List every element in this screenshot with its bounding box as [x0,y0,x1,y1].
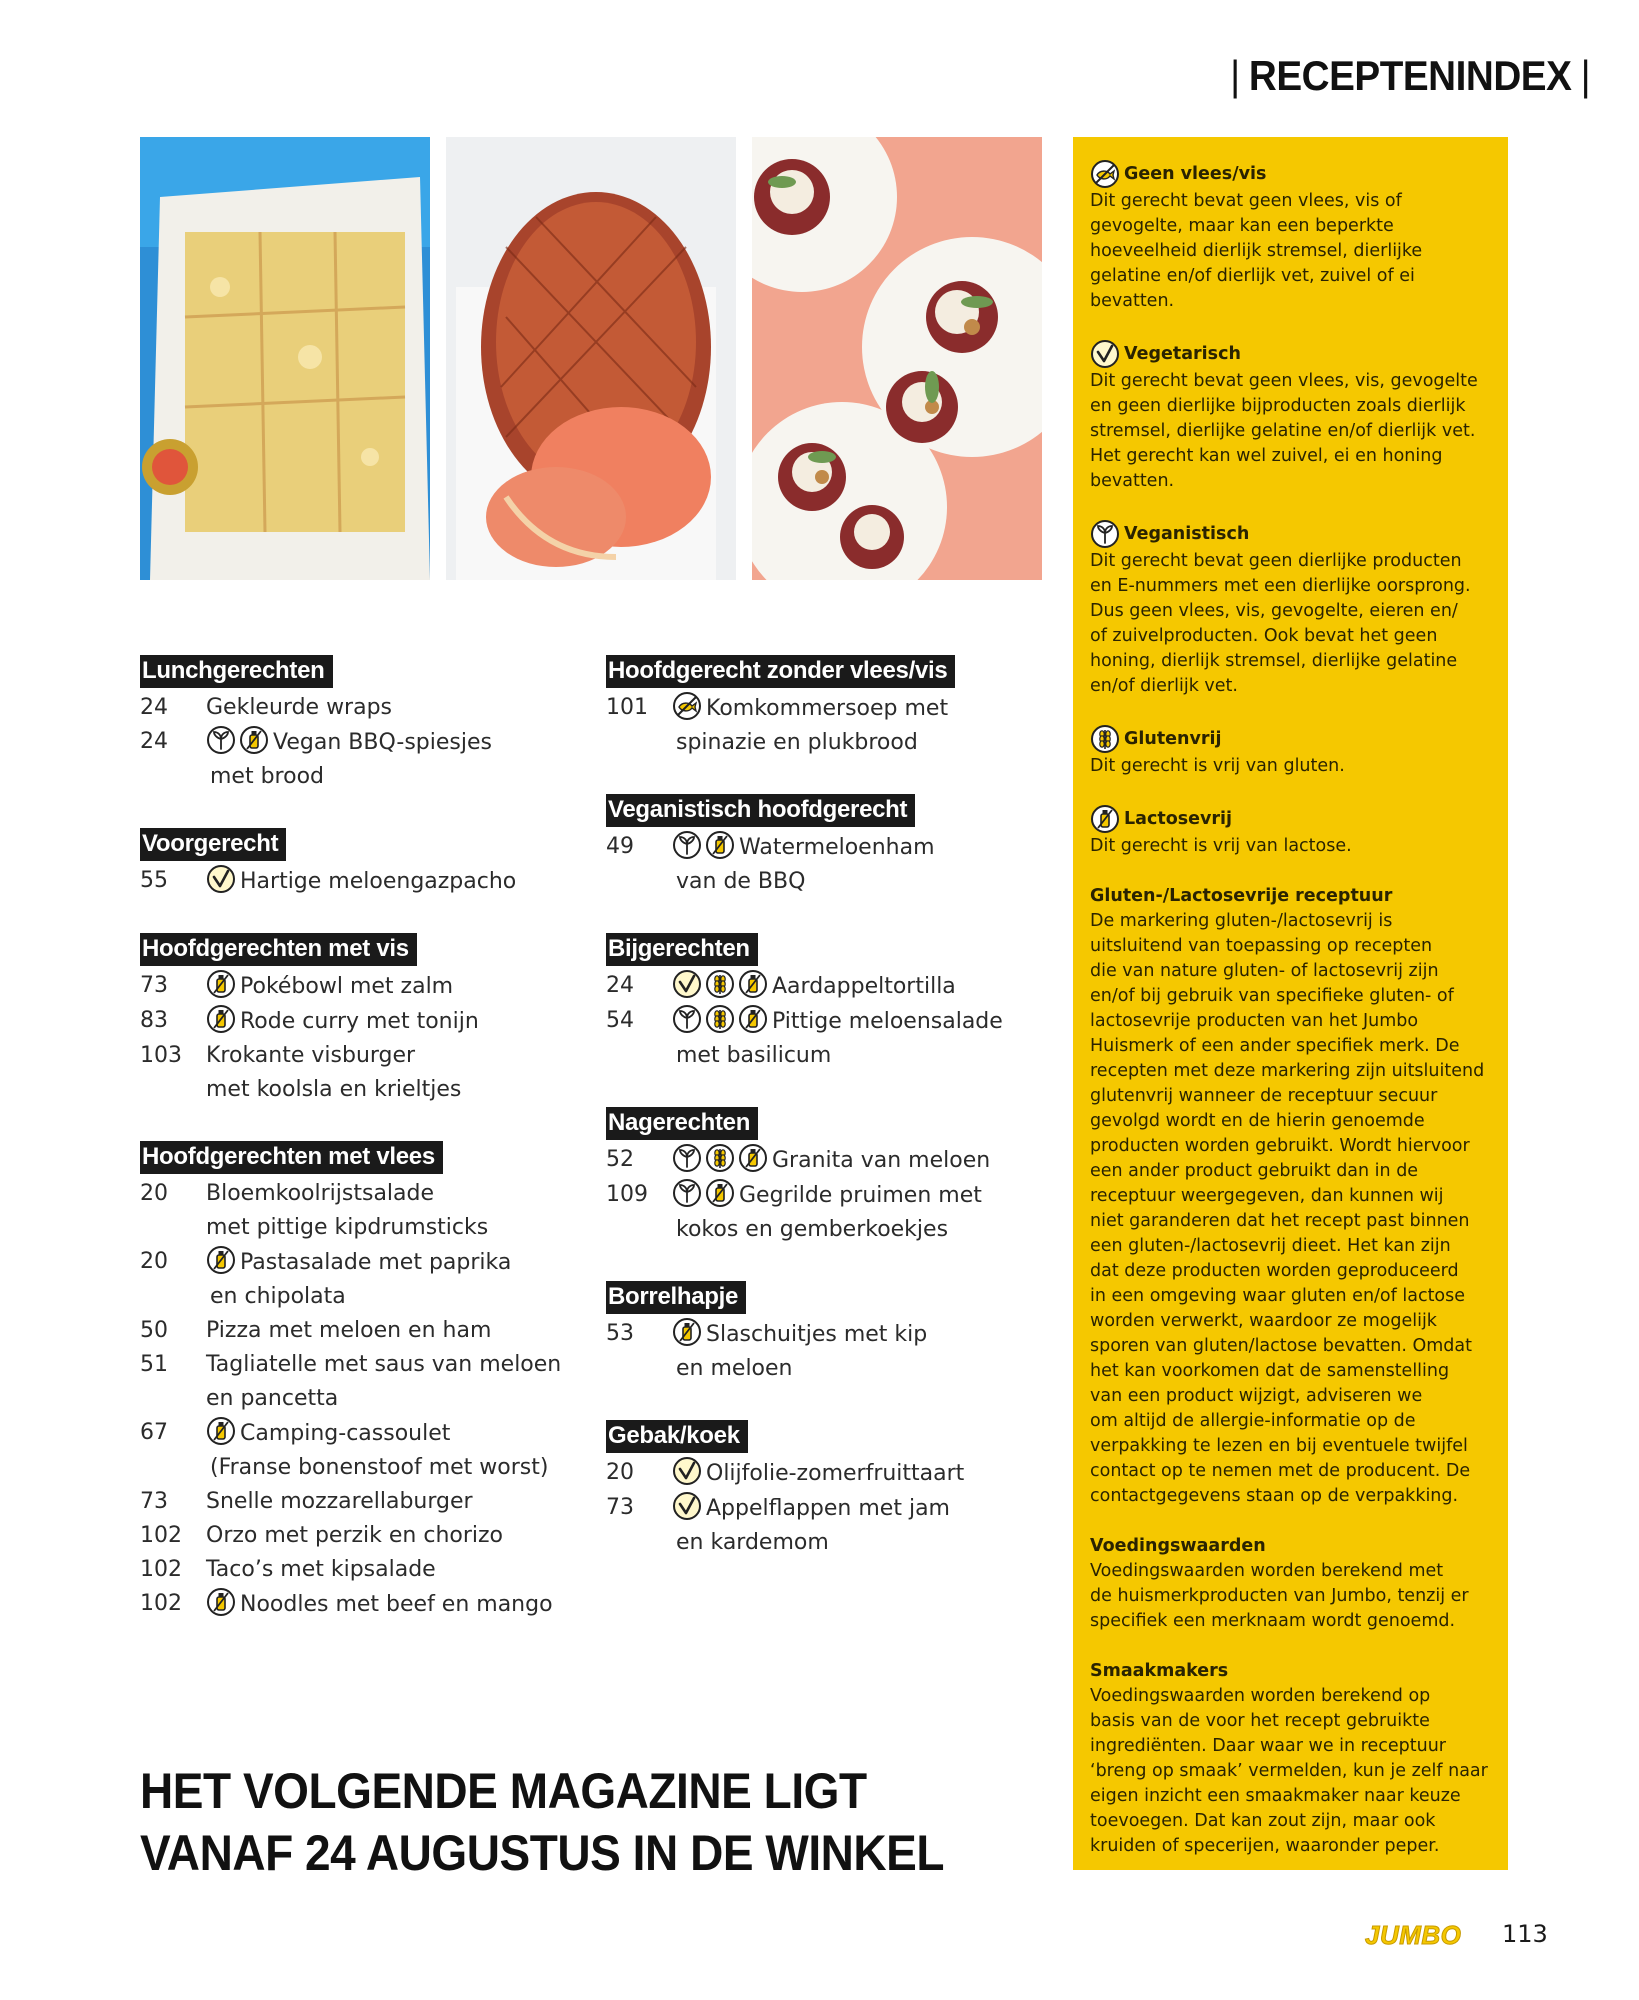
recipe-title-continued: en kardemom [676,1530,829,1555]
legend-text: het kan voorkomen dat de samenstelling [1090,1361,1450,1381]
legend-item [1090,724,1494,779]
legend-text: en/of bij gebruik van specifieke gluten- of [1090,986,1454,1006]
recipe-page-number: 51 [140,1352,168,1377]
legend-text: sporen van gluten/lactose bevatten. Omdat [1090,1336,1472,1356]
legend-text: Het gerecht kan wel zuivel, ei en honing [1090,446,1443,466]
legend-text: Dit gerecht is vrij van lactose. [1090,836,1352,856]
recipe-page-number: 102 [140,1523,182,1548]
legend-text: hoeveelheid dierlijk stremsel, dierlijke [1090,241,1423,261]
index-section [140,828,580,899]
recipe-title-continued: met pittige kipdrumsticks [206,1215,489,1240]
legend-text: toevoegen. Dat kan zout zijn, maar ook [1090,1811,1436,1831]
recipe-page-number: 53 [606,1321,634,1346]
lactose-free-icon [1090,804,1120,834]
jumbo-logo: JUMBO [1365,1920,1462,1950]
recipe-page-number: 20 [140,1181,168,1206]
recipe-entry [140,1177,580,1245]
recipe-title-continued: spinazie en plukbrood [676,730,918,755]
recipe-title: Taco’s met kipsalade [206,1557,436,1582]
lactose-free-icon [672,1317,702,1347]
lactose-free-icon [206,1416,236,1446]
gluten-free-icon [1090,724,1120,754]
legend-text: glutenvrij wanneer de receptuur secuur [1090,1086,1438,1106]
recipe-entry [140,1519,580,1553]
recipe-entry [606,1004,1046,1073]
legend-text: en geen dierlijke bijproducten zoals dierlijk [1090,396,1466,416]
index-section [140,1141,580,1622]
legend-title: Voedingswaarden [1090,1536,1266,1556]
recipe-title: Watermeloenham [672,830,1046,865]
legend-text: de huismerkproducten van Jumbo, tenzij er [1090,1586,1469,1606]
recipe-entry [140,1348,580,1416]
recipe-page-number: 54 [606,1008,634,1033]
page-number: 113 [1502,1920,1548,1948]
recipe-title: Camping-cassoulet [206,1416,580,1451]
recipe-title-continued: met koolsla en krieltjes [206,1077,462,1102]
page-header: | RECEPTENINDEX | [1229,52,1590,99]
recipe-entry [140,1553,580,1587]
recipe-page-number: 24 [140,729,168,754]
recipe-page-number: 73 [606,1495,634,1520]
recipe-index-left [140,655,580,1656]
recipe-title-continued: en chipolata [210,1284,346,1309]
legend-text: eigen inzicht een smaakmaker naar keuze [1090,1786,1461,1806]
gluten-free-icon [705,1143,735,1173]
recipe-title: Granita van meloen [672,1143,1046,1178]
recipe-page-number: 24 [606,973,634,998]
diet-icons [672,1491,702,1521]
recipe-title: Komkommersoep met [672,691,1046,726]
diet-icons [672,691,702,721]
recipe-entry [140,1416,580,1485]
index-section [606,655,1046,760]
recipe-title: Slaschuitjes met kip [672,1317,1046,1352]
legend-text: en/of dierlijk vet. [1090,676,1238,696]
legend-item [1090,1659,1494,1859]
legend-text: specifiek een merknaam wordt genoemd. [1090,1611,1456,1631]
diet-icons [206,1416,236,1446]
legend-item [1090,884,1494,1509]
recipe-title: Pokébowl met zalm [206,969,580,1004]
recipe-index-middle [606,655,1046,1594]
recipe-title: Orzo met perzik en chorizo [206,1523,504,1548]
diet-icons [206,725,269,755]
legend-text: Dus geen vlees, vis, gevogelte, eieren en/ [1090,601,1458,621]
recipe-title-continued: kokos en gemberkoekjes [676,1217,949,1242]
legend-item [1090,159,1494,314]
recipe-title: Appelflappen met jam [672,1491,1046,1526]
legend-text: Voedingswaarden worden berekend op [1090,1686,1431,1706]
recipe-entry [606,1491,1046,1560]
legend-text: stremsel, dierlijke gelatine en/of dierlijk vet. [1090,421,1476,441]
gluten-free-icon [705,969,735,999]
photo-watermelon-ham [446,137,736,580]
legend-text: ingrediënten. Daar waar we in receptuur [1090,1736,1446,1756]
recipe-page-number: 20 [606,1460,634,1485]
legend-text: basis van de voor het recept gebruikte [1090,1711,1430,1731]
recipe-entry [140,864,580,899]
diet-icons [672,1178,735,1208]
legend-text: lactosevrije producten van het Jumbo [1090,1011,1419,1031]
next-issue-line-1: HET VOLGENDE MAGAZINE LIGT [140,1763,867,1819]
recipe-title-continued: van de BBQ [676,869,806,894]
legend-text: dat deze producten worden geproduceerd [1090,1261,1459,1281]
recipe-page-number: 50 [140,1318,168,1343]
vegetarian-icon [672,1456,702,1486]
legend-item [1090,519,1494,699]
recipe-title: Vegan BBQ-spiesjes [206,725,580,760]
legend-text: om altijd de allergie-informatie op de [1090,1411,1416,1431]
legend-text: gevolgd wordt en de hierin genoemde [1090,1111,1425,1131]
vegetarian-icon [672,969,702,999]
vegetarian-icon [672,1491,702,1521]
recipe-title-continued: en pancetta [206,1386,339,1411]
lactose-free-icon [738,969,768,999]
recipe-entry [140,1587,580,1622]
recipe-title: Pittige meloensalade [672,1004,1046,1039]
section-title: Nagerechten [606,1107,758,1140]
legend-title: Geen vlees/vis [1090,159,1494,189]
legend-text: uitsluitend van toepassing op recepten [1090,936,1433,956]
legend-text: contactgegevens staan op de verpakking. [1090,1486,1459,1506]
diet-icons [672,969,768,999]
recipe-page-number: 73 [140,1489,168,1514]
diet-icons [672,1004,768,1034]
recipe-title: Noodles met beef en mango [206,1587,580,1622]
recipe-title: Krokante visburger [206,1043,416,1068]
legend-text: Voedingswaarden worden berekend met [1090,1561,1444,1581]
recipe-entry [606,1143,1046,1178]
legend-text: ‘breng op smaak’ vermelden, kun je zelf naar [1090,1761,1488,1781]
legend-title: Glutenvrij [1090,724,1494,754]
recipe-page-number: 52 [606,1147,634,1172]
recipe-title-continued: en meloen [676,1356,793,1381]
index-section [606,1420,1046,1560]
legend-text: worden verwerkt, waardoor ze mogelijk [1090,1311,1437,1331]
diet-icons [672,1143,768,1173]
legend-text: en E-nummers met een dierlijke oorsprong. [1090,576,1471,596]
recipe-entry [606,1178,1046,1247]
legend-text: receptuur weergegeven, dan kunnen wij [1090,1186,1444,1206]
lactose-free-icon [206,1587,236,1617]
legend-title: Vegetarisch [1090,339,1494,369]
vegan-icon [672,1004,702,1034]
legend-text: van een product wijzigt, adviseren we [1090,1386,1423,1406]
section-title: Borrelhapje [606,1281,746,1314]
photo-tortilla [140,137,430,580]
legend-text: verpakking te lezen en bij eventuele twijfel [1090,1436,1468,1456]
legend-item [1090,339,1494,494]
legend-text: een ander product gebruikt dan in de [1090,1161,1419,1181]
legend-text: een gluten-/lactosevrij dieet. Het kan zijn [1090,1236,1451,1256]
recipe-page-number: 83 [140,1008,168,1033]
lactose-free-icon [705,1178,735,1208]
legend-text: bevatten. [1090,471,1175,491]
recipe-entry [606,830,1046,899]
legend-text: gevogelte, maar kan een beperkte [1090,216,1394,236]
legend-text: gelatine en/of dierlijk vet, zuivel of ei [1090,266,1415,286]
legend-text: Dit gerecht bevat geen vlees, vis of [1090,191,1402,211]
recipe-entry [140,1039,580,1107]
recipe-title: Olijfolie-zomerfruittaart [672,1456,1046,1491]
next-issue-line-2: VANAF 24 AUGUSTUS IN DE WINKEL [140,1825,945,1881]
legend-title: Lactosevrij [1090,804,1494,834]
recipe-page-number: 20 [140,1249,168,1274]
recipe-page-number: 55 [140,868,168,893]
diet-icons [206,1245,236,1275]
recipe-page-number: 73 [140,973,168,998]
vegan-icon [206,725,236,755]
lactose-free-icon [206,969,236,999]
index-section [140,933,580,1107]
section-title: Bijgerechten [606,933,758,966]
section-title: Hoofdgerechten met vis [140,933,417,966]
recipe-page-number: 67 [140,1420,168,1445]
recipe-title: Rode curry met tonijn [206,1004,580,1039]
recipe-title: Pizza met meloen en ham [206,1318,492,1343]
recipe-entry [140,1245,580,1314]
diet-icons [206,969,236,999]
vegan-icon [672,1143,702,1173]
lactose-free-icon [206,1245,236,1275]
index-section [606,933,1046,1073]
next-issue-notice [140,1760,944,1884]
recipe-page-number: 24 [140,695,168,720]
legend-title: Gluten-/Lactosevrije receptuur [1090,886,1393,906]
legend-text: contact op te nemen met de producent. De [1090,1461,1471,1481]
recipe-page-number: 49 [606,834,634,859]
legend-text: of zuivelproducten. Ook bevat het geen [1090,626,1438,646]
recipe-entry [140,725,580,794]
recipe-page-number: 101 [606,695,648,720]
recipe-page-number: 102 [140,1591,182,1616]
legend-text: recepten met deze markering zijn uitsluitend [1090,1061,1485,1081]
vegan-icon [672,830,702,860]
legend-text: bevatten. [1090,291,1175,311]
legend-item [1090,804,1494,859]
recipe-page-number: 103 [140,1043,182,1068]
section-title: Lunchgerechten [140,655,333,688]
recipe-title: Hartige meloengazpacho [206,864,580,899]
section-title: Veganistisch hoofdgerecht [606,794,915,827]
recipe-page-number: 109 [606,1182,648,1207]
legend-text: Dit gerecht bevat geen dierlijke producten [1090,551,1462,571]
recipe-title: Gegrilde pruimen met [672,1178,1046,1213]
index-section [606,1107,1046,1247]
recipe-entry [140,691,580,725]
diet-icons [672,1456,702,1486]
recipe-entry [606,1456,1046,1491]
section-title: Hoofdgerecht zonder vlees/vis [606,655,955,688]
index-section [606,794,1046,899]
page-title: RECEPTENINDEX [1248,52,1572,99]
index-section [140,655,580,794]
vegan-icon [672,1178,702,1208]
no-meat-fish-icon [672,691,702,721]
vegan-icon [1090,519,1120,549]
recipe-title: Gekleurde wraps [206,695,393,720]
section-title: Hoofdgerechten met vlees [140,1141,443,1174]
photo-grilled-plums [752,137,1042,580]
diet-icons [672,830,735,860]
recipe-title: Pastasalade met paprika [206,1245,580,1280]
lactose-free-icon [206,1004,236,1034]
index-section [606,1281,1046,1386]
diet-icons [206,864,236,894]
legend-text: producten worden gebruikt. Wordt hiervoor [1090,1136,1470,1156]
diet-icons [206,1587,236,1617]
gluten-free-icon [705,1004,735,1034]
legend-text: honing, dierlijk stremsel, dierlijke gelatine [1090,651,1458,671]
recipe-entry [140,1004,580,1039]
section-title: Gebak/koek [606,1420,748,1453]
legend-text: niet garanderen dat het recept past binnen [1090,1211,1470,1231]
vegetarian-icon [1090,339,1120,369]
lactose-free-icon [705,830,735,860]
recipe-title: Bloemkoolrijstsalade [206,1181,435,1206]
legend-text: Dit gerecht is vrij van gluten. [1090,756,1345,776]
recipe-title-continued: met brood [210,764,324,789]
vegetarian-icon [206,864,236,894]
lactose-free-icon [738,1004,768,1034]
legend-text: die van nature gluten- of lactosevrij zijn [1090,961,1439,981]
recipe-entry [140,1485,580,1519]
lactose-free-icon [738,1143,768,1173]
recipe-title: Tagliatelle met saus van meloen [206,1352,562,1377]
legend-title: Veganistisch [1090,519,1494,549]
legend-text: kruiden of specerijen, waaronder peper. [1090,1836,1440,1856]
legend-panel [1073,137,1508,1870]
recipe-title-continued: (Franse bonenstoof met worst) [210,1455,549,1480]
section-title: Voorgerecht [140,828,286,861]
recipe-entry [140,969,580,1004]
recipe-entry [606,691,1046,760]
legend-text: De markering gluten-/lactosevrij is [1090,911,1393,931]
recipe-page-number: 102 [140,1557,182,1582]
legend-text: Dit gerecht bevat geen vlees, vis, gevogelte [1090,371,1478,391]
recipe-entry [140,1314,580,1348]
legend-item [1090,1534,1494,1634]
diet-icons [672,1317,702,1347]
lactose-free-icon [239,725,269,755]
diet-icons [206,1004,236,1034]
no-meat-fish-icon [1090,159,1120,189]
recipe-title: Snelle mozzarellaburger [206,1489,473,1514]
recipe-entry [606,969,1046,1004]
legend-text: Huismerk of een ander specifiek merk. De [1090,1036,1460,1056]
legend-title: Smaakmakers [1090,1661,1229,1681]
legend-text: in een omgeving waar gluten en/of lactose [1090,1286,1466,1306]
recipe-title: Aardappeltortilla [672,969,1046,1004]
recipe-title-continued: met basilicum [676,1043,832,1068]
recipe-entry [606,1317,1046,1386]
